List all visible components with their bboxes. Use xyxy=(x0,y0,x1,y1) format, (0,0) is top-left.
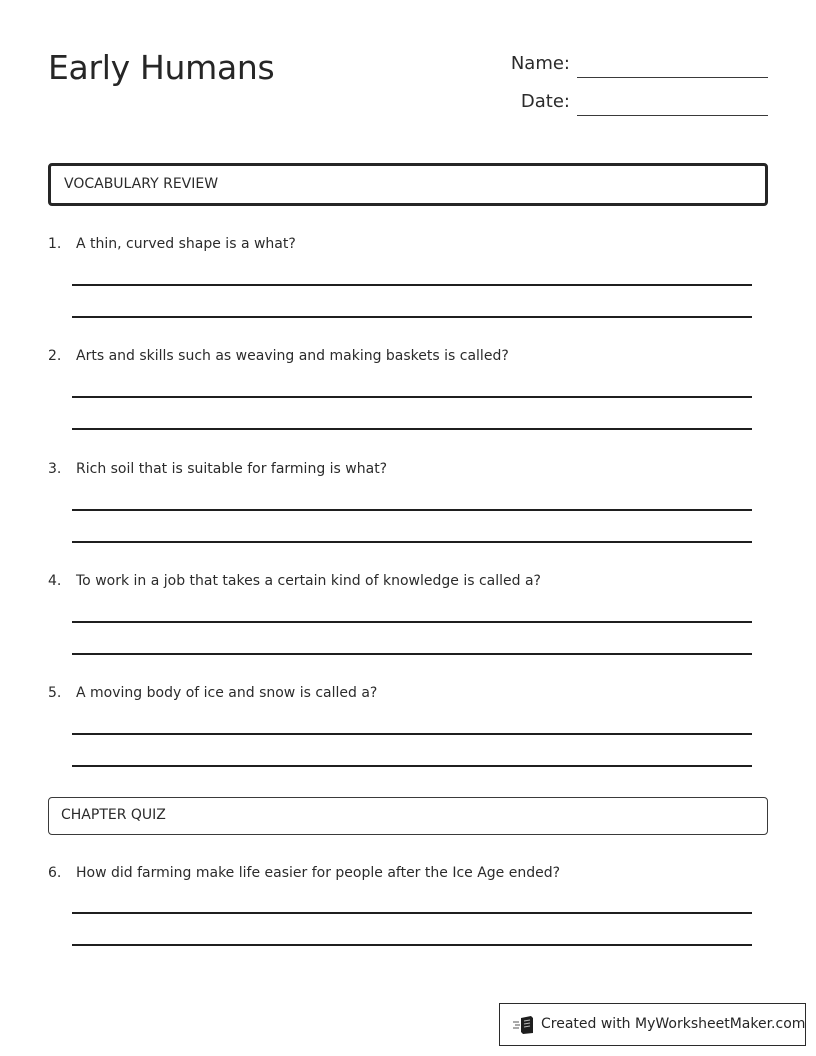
question-text: Rich soil that is suitable for farming is what? xyxy=(76,461,388,477)
answer-line[interactable] xyxy=(72,396,752,398)
name-field[interactable] xyxy=(480,48,768,78)
question-text: A moving body of ice and snow is called a? xyxy=(76,685,378,701)
date-label: Date: xyxy=(520,91,570,112)
footer-credit-badge[interactable] xyxy=(499,1003,806,1046)
section-header-chapter-quiz xyxy=(48,797,768,835)
answer-line[interactable] xyxy=(72,509,752,511)
answer-line[interactable] xyxy=(72,912,752,914)
section-label: VOCABULARY REVIEW xyxy=(64,176,219,192)
answer-line[interactable] xyxy=(72,541,752,543)
name-label: Name: xyxy=(510,53,570,74)
section-header-vocabulary-review xyxy=(48,163,768,206)
worksheet-title: Early Humans xyxy=(48,48,275,87)
question-number: 4. xyxy=(48,573,62,589)
worksheet-maker-logo-icon xyxy=(513,1015,535,1035)
answer-line[interactable] xyxy=(72,316,752,318)
question-number: 6. xyxy=(48,865,62,881)
name-answer-line[interactable] xyxy=(577,77,768,78)
answer-line[interactable] xyxy=(72,653,752,655)
question-text: How did farming make life easier for people after the Ice Age ended? xyxy=(76,865,561,881)
answer-line[interactable] xyxy=(72,428,752,430)
date-answer-line[interactable] xyxy=(577,115,768,116)
answer-line[interactable] xyxy=(72,944,752,946)
answer-line[interactable] xyxy=(72,621,752,623)
section-label: CHAPTER QUIZ xyxy=(61,807,166,823)
footer-credit-text[interactable]: Created with MyWorksheetMaker.com xyxy=(541,1016,806,1032)
date-field[interactable] xyxy=(480,86,768,116)
question-number: 5. xyxy=(48,685,62,701)
answer-line[interactable] xyxy=(72,733,752,735)
answer-line[interactable] xyxy=(72,284,752,286)
question-text: To work in a job that takes a certain kind of knowledge is called a? xyxy=(76,573,541,589)
question-number: 1. xyxy=(48,236,62,252)
answer-line[interactable] xyxy=(72,765,752,767)
question-text: A thin, curved shape is a what? xyxy=(76,236,296,252)
question-text: Arts and skills such as weaving and making baskets is called? xyxy=(76,348,509,364)
question-number: 3. xyxy=(48,461,62,477)
question-number: 2. xyxy=(48,348,62,364)
